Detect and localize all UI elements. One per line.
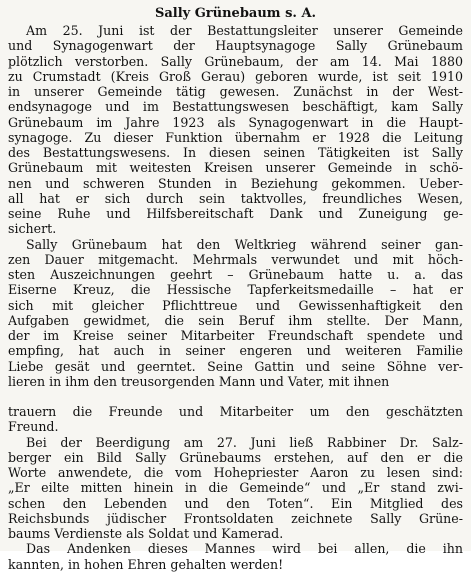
text-line: Sally Grünebaum hat den Weltkrieg während seiner gan- (26, 236, 463, 252)
text-line: Eiserne Kreuz, die Hessische Tapferkeitsmedaille – hat er (8, 282, 463, 298)
text-line: Worte anwendete, die vom Hohepriester Aaron zu lesen sind: (8, 465, 463, 480)
text-line: sten Auszeichnungen geehrt – Grünebaum hatte u. a. das (8, 267, 463, 282)
text-line: des Bestattungswesens. In diesen seinen Tätigkeiten ist Sally (8, 145, 463, 160)
text-line: baums Verdienste als Soldat und Kamerad. (8, 526, 284, 541)
text-line: „Er eilte mitten hinein in die Gemeinde“ und „Er stand zwi- (8, 480, 463, 496)
article-paragraph (8, 435, 463, 542)
text-line: trauern die Freunde und Mitarbeiter um den geschätzten (8, 404, 463, 419)
text-line: Freund. (8, 419, 59, 435)
article-paragraph (8, 541, 463, 572)
text-line: Reichsbunds jüdischer Frontsoldaten zeichnete Sally Grüne- (8, 510, 463, 526)
text-line: seine Ruhe und Hilfsbereitschaft Dank und Zuneigung ge- (8, 206, 463, 221)
text-line: Liebe gesät und geerntet. Seine Gattin und seine Söhne ver- (8, 358, 463, 374)
text-line: Grünebaum im Jahre 1923 als Synagogenwart in die Haupt- (8, 114, 463, 130)
text-line: nen und schweren Stunden in Beziehung gekommen. Ueber- (8, 175, 463, 191)
text-line: synagoge. Zu dieser Funktion übernahm er 1928 die Leitung (8, 129, 463, 145)
article-paragraph (8, 404, 463, 435)
text-line: sichert. (8, 221, 57, 237)
article-paragraph (8, 237, 463, 390)
text-line: schen den Lebenden und den Toten“. Ein Mitglied des (8, 495, 463, 511)
text-line: in unserer Gemeinde tätig gewesen. Zunächst in der West- (8, 84, 463, 99)
text-line: Am 25. Juni ist der Bestattungsleiter unserer Gemeinde (26, 23, 463, 38)
text-line: all hat er sich durch sein taktvolles, freundliches Wesen, (8, 190, 463, 206)
text-line: und Synagogenwart der Hauptsynagoge Sally Grünebaum (8, 38, 463, 54)
text-line: Bei der Beerdigung am 27. Juni ließ Rabbiner Dr. Salz- (26, 434, 463, 450)
article-paragraph (8, 23, 463, 237)
text-line: zu Crumstadt (Kreis Groß Gerau) geboren wurde, ist seit 1910 (8, 68, 463, 84)
text-line: der im Kreise seiner Mitarbeiter Freundschaft spendete und (8, 328, 463, 343)
article-title: Sally Grünebaum s. A. (154, 6, 317, 21)
text-line: endsynagoge und im Bestattungswesen beschäftigt, kam Sally (8, 99, 463, 115)
text-line: zen Dauer mitgemacht. Mehrmals verwundet und mit höch- (8, 251, 463, 267)
text-line: kannten, in hohen Ehren gehalten werden! (8, 556, 284, 572)
text-line: plötzlich verstorben. Sally Grünebaum, der am 14. Mai 1880 (8, 53, 463, 69)
article-body (8, 23, 463, 572)
text-line: berger ein Bild Sally Grünebaums erstehen, auf den er die (8, 449, 463, 465)
text-line: Grünebaum mit weitesten Kreisen unserer Gemeinde in schö- (8, 160, 463, 176)
text-line: Aufgaben gewidmet, die sein Beruf ihm stellte. Der Mann, (8, 312, 463, 328)
text-line: sich mit gleicher Pflichttreue und Gewissenhaftigkeit den (8, 297, 463, 313)
text-line: Das Andenken dieses Mannes wird bei allen, die ihn (26, 541, 463, 557)
column-gap (8, 389, 463, 404)
text-line: lieren in ihm den treusorgenden Mann und Vater, mit ihnen (8, 373, 390, 389)
text-line: empfing, hat auch in seiner engeren und weiteren Familie (8, 343, 463, 359)
